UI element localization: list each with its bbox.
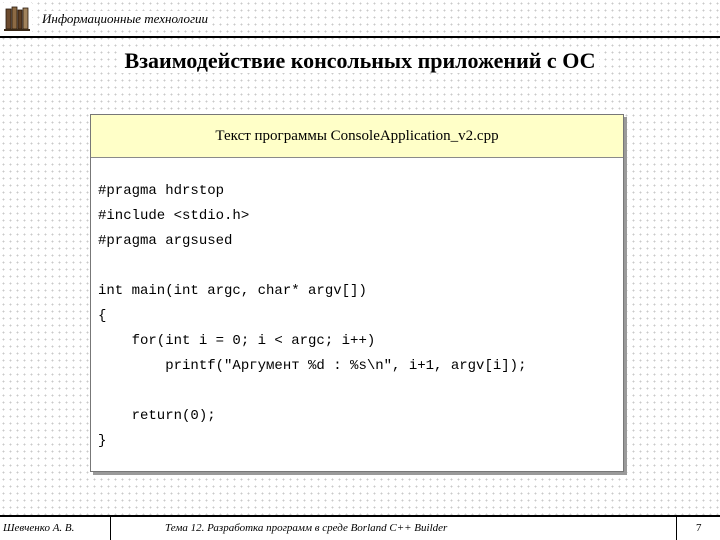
footer-separator: [110, 517, 111, 540]
code-line: printf("Аргумент %d : %s\n", i+1, argv[i]);: [98, 358, 527, 374]
footer-topic: Тема 12. Разработка программ в среде Borland C++ Builder: [165, 522, 448, 534]
slide-header: [0, 0, 720, 38]
code-line-blank: [98, 379, 526, 404]
footer-author: Шевченко А. В.: [3, 522, 75, 534]
header-title: Информационные технологии: [42, 11, 209, 26]
code-line: #pragma hdrstop: [98, 183, 225, 199]
page-number: 7: [696, 522, 702, 534]
code-line: return(0);: [98, 408, 216, 424]
footer-divider: [0, 515, 720, 517]
code-line-blank: [98, 254, 526, 279]
code-line: {: [98, 308, 107, 324]
code-line: #pragma argsused: [98, 233, 233, 249]
code-listing-title: Текст программы ConsoleApplication_v2.cpp: [91, 115, 623, 158]
code-line: int main(int argc, char* argv[]): [98, 283, 367, 299]
header-divider: [0, 36, 720, 38]
slide-title: [0, 48, 720, 74]
code-listing-box: [90, 114, 624, 472]
footer-separator: [676, 517, 677, 540]
books-logo-icon: [2, 3, 32, 33]
code-listing-body: [98, 179, 526, 454]
slide-title-text: Взаимодействие консольных приложений с ОС: [121, 48, 600, 73]
code-line: #include <stdio.h>: [98, 208, 250, 224]
code-line: for(int i = 0; i < argc; i++): [98, 333, 376, 349]
slide-footer: [0, 515, 720, 540]
code-line: }: [98, 433, 107, 449]
